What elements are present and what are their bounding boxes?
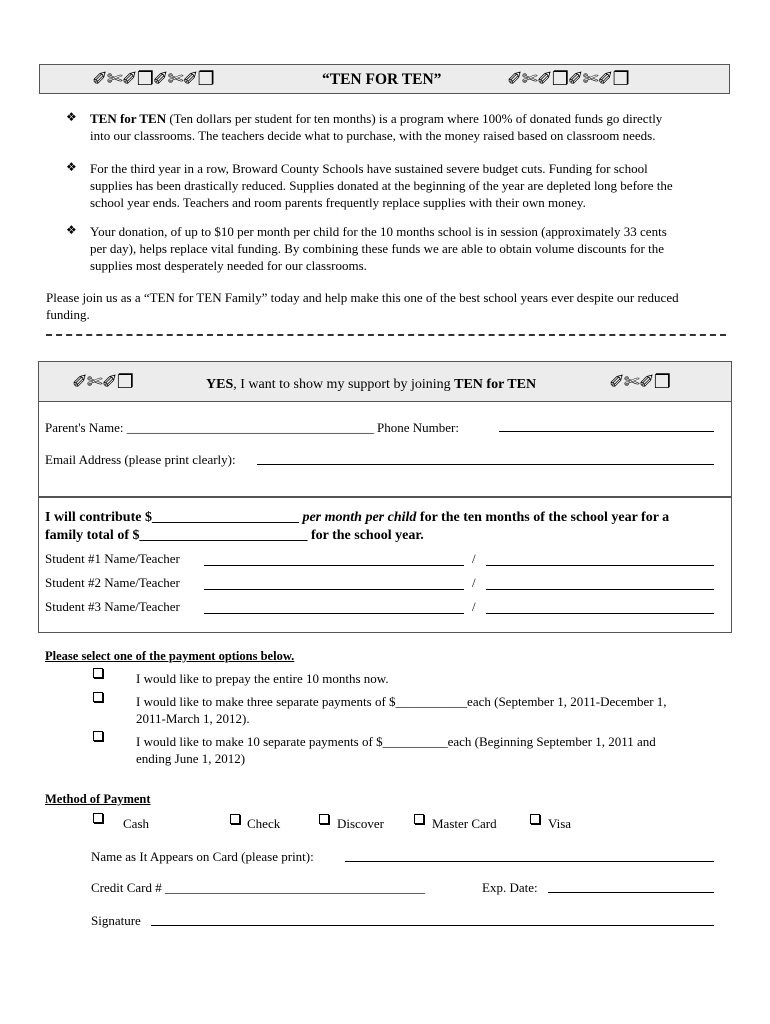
parent-name-field[interactable] xyxy=(134,431,400,433)
cash-label: Cash xyxy=(123,816,149,831)
parent-name-label: Parent's Name: ______________________________________ Phone Number: xyxy=(45,420,459,435)
pencil-scissors-icon: ✐✄✐❐ xyxy=(609,371,670,393)
master-card-checkbox[interactable] xyxy=(414,814,424,824)
name-on-card-field[interactable] xyxy=(345,861,714,862)
credit-card-field[interactable] xyxy=(171,890,463,894)
bullet-paragraph xyxy=(90,160,730,211)
bullet-icon: ❖ xyxy=(66,160,77,174)
contribution-statement: I will contribute $_____________________ per month per child for the ten months of the school year for a family total of $________________________ for the school year. xyxy=(45,510,670,543)
teacher-3-field[interactable] xyxy=(486,613,714,614)
exp-date-label: Exp. Date: xyxy=(482,880,538,895)
signature-field[interactable] xyxy=(151,925,714,926)
bullet-text: supplies most desperately needed for our classrooms. xyxy=(90,258,367,273)
bullet-paragraph xyxy=(90,110,730,144)
pencil-scissors-icon: ✐✄✐❐ xyxy=(72,371,133,393)
student-1-label: Student #1 Name/Teacher xyxy=(45,551,180,566)
closing-text: funding. xyxy=(46,307,90,322)
slash-separator: / xyxy=(472,599,476,614)
teacher-2-field[interactable] xyxy=(486,589,714,590)
program-name: TEN for TEN xyxy=(90,111,167,126)
exp-date-field[interactable] xyxy=(548,892,714,893)
slash-separator: / xyxy=(472,551,476,566)
closing-paragraph xyxy=(46,289,730,323)
bullet-text: school year ends. Teachers and room parents frequently replace supplies with their own money. xyxy=(90,195,586,210)
monthly-amount-field[interactable] xyxy=(160,522,320,526)
three-payments-checkbox[interactable] xyxy=(93,692,103,702)
bullet-text: Your donation, of up to $10 per month per child for the 10 months school is in session (approximately 33 cents xyxy=(90,224,667,239)
family-total-field[interactable] xyxy=(148,540,336,544)
slash-separator: / xyxy=(472,575,476,590)
pencil-scissors-icon: ✐✄✐❐✐✄✐❐ xyxy=(507,68,629,90)
ten-payments-checkbox[interactable] xyxy=(93,731,103,741)
form-divider xyxy=(39,496,731,498)
check-checkbox[interactable] xyxy=(230,814,240,824)
credit-card-label: Credit Card # ________________________________________ xyxy=(91,880,426,895)
prepay-option-label: I would like to prepay the entire 10 months now. xyxy=(136,671,389,686)
payment-options-heading: Please select one of the payment options below. xyxy=(45,649,295,663)
email-label: Email Address (please print clearly): xyxy=(45,452,236,467)
method-of-payment-heading: Method of Payment xyxy=(45,792,151,806)
bullet-text: For the third year in a row, Broward County Schools have sustained severe budget cuts. Funding for school xyxy=(90,161,648,176)
visa-label: Visa xyxy=(548,816,572,831)
teacher-1-field[interactable] xyxy=(486,565,714,566)
signature-label: Signature xyxy=(91,913,141,928)
bullet-text: (Ten dollars per student for ten months) is a program where 100% of donated funds go directly xyxy=(166,111,663,126)
bullet-icon: ❖ xyxy=(66,110,77,124)
bullet-text: supplies has been drastically reduced. Supplies donated at the beginning of the year are depleted long before the xyxy=(90,178,673,193)
ten-payments-option-label: I would like to make 10 separate payments of $__________each (Beginning September 1, 2011 and ending June 1, 2012) xyxy=(136,734,656,766)
bullet-text: into our classrooms. The teachers decide what to purchase, with the money raised based on classroom needs. xyxy=(90,128,656,143)
cut-line-divider xyxy=(46,334,726,336)
three-payments-option-label: I would like to make three separate payments of $___________each (September 1, 2011-December 1, 2011-March 1, 2012). xyxy=(136,694,667,726)
prepay-checkbox[interactable] xyxy=(93,668,103,678)
cash-checkbox[interactable] xyxy=(93,813,103,823)
visa-checkbox[interactable] xyxy=(530,814,540,824)
name-on-card-label: Name as It Appears on Card (please print): xyxy=(91,849,314,864)
student-1-name-field[interactable] xyxy=(204,565,464,566)
student-3-name-field[interactable] xyxy=(204,613,464,614)
pencil-scissors-icon: ✐✄✐❐✐✄✐❐ xyxy=(92,68,214,90)
discover-checkbox[interactable] xyxy=(319,814,329,824)
page-title: “TEN FOR TEN” xyxy=(322,71,442,88)
student-3-label: Student #3 Name/Teacher xyxy=(45,599,180,614)
student-2-name-field[interactable] xyxy=(204,589,464,590)
bullet-paragraph xyxy=(90,223,730,274)
email-field[interactable] xyxy=(257,464,714,465)
pledge-form-title: YES, I want to show my support by joining TEN for TEN xyxy=(206,377,537,392)
bullet-icon: ❖ xyxy=(66,223,77,237)
check-label: Check xyxy=(247,816,281,831)
bullet-text: per day), helps replace vital funding. By combining these funds we are able to obtain volume discounts for the xyxy=(90,241,665,256)
phone-number-field[interactable] xyxy=(499,431,714,432)
student-2-label: Student #2 Name/Teacher xyxy=(45,575,180,590)
discover-label: Discover xyxy=(337,816,384,831)
master-card-label: Master Card xyxy=(432,816,497,831)
closing-text: Please join us as a “TEN for TEN Family” today and help make this one of the best school years ever despite our reduced xyxy=(46,290,679,305)
